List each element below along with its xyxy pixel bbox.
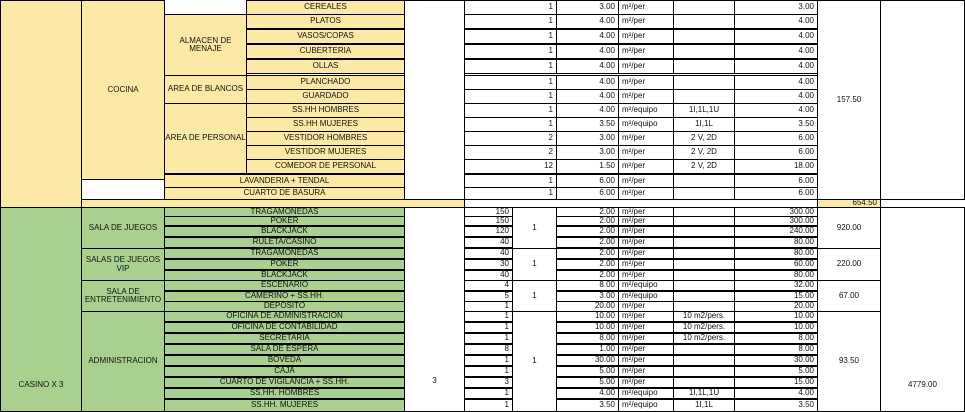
room-area: 3.00 [734,0,818,15]
room-area: 10.00 [734,322,818,333]
room-unit: m²/per [618,89,674,104]
room-index: 4.00 [556,388,619,399]
room-note: 2 V, 2D [673,159,735,174]
room-area: 4.00 [734,29,818,44]
room-name: POKER [164,216,405,226]
room-index: 20.00 [556,301,619,312]
group-vip-label: SALAS DE JUEGOS VIP [81,248,165,281]
room-index: 2.00 [556,259,619,270]
room-note [673,29,735,44]
room-area: 80.00 [734,270,818,281]
room-area: 5.00 [734,366,818,377]
room-unit: m²/per [618,0,674,15]
room-area: 300.00 [734,207,818,217]
area-cell [0,0,82,208]
room-qty: 8 [464,344,513,355]
room-note: 1I,1L,1U [673,388,735,399]
room-index: 4.00 [556,103,619,118]
room-area: 18.00 [734,159,818,174]
room-index: 2.00 [556,237,619,248]
group-administracion-label: ADMINISTRACION [81,311,165,412]
room-area: 8.00 [734,333,818,344]
room-qty: 30 [464,259,513,270]
room-unit: m²/per [618,322,674,333]
room-name: VASOS/COPAS [246,29,405,44]
room-qty: 1 [464,355,513,366]
grand-total: 4779.00 [880,207,965,412]
room-note: 10 m2/pers. [673,322,735,333]
room-name: SS.HH HOMBRES [246,103,405,118]
room-name: GUARDADO [246,89,405,104]
room-name: BLACKJACK [164,226,405,237]
room-unit: m²/per [618,29,674,44]
room-unit: m²/per [618,377,674,388]
room-unit: m²/per [618,237,674,248]
room-index: 4.00 [556,44,619,59]
room-area: 4.00 [734,89,818,104]
room-note: 2 V, 2D [673,145,735,160]
room-unit: m²/per [618,44,674,59]
room-qty: 1 [464,366,513,377]
room-index: 2.00 [556,216,619,226]
room-name: TRAGAMONEDAS [164,207,405,217]
room-name: VESTIDOR MUJERES [246,145,405,160]
room-name: LAVANDERIA + TENDAL [164,174,405,189]
room-name: ESCENARIO [164,280,405,291]
room-note [673,366,735,377]
room-qty: 3 [464,377,513,388]
room-note [673,259,735,270]
room-name: BLACKJACK [164,270,405,281]
room-unit: m²/per [618,145,674,160]
room-note: 1I,1L,1U [673,103,735,118]
group-almacen-label: ALMACEN DE MENAJE [164,14,247,76]
room-note [673,187,735,200]
room-unit: m²/equipo [618,103,674,118]
room-note [673,226,735,237]
group-entretenimiento-label: SALA DE ENTRETENIMIENTO [81,280,165,312]
room-area: 4.00 [734,44,818,59]
room-note [673,355,735,366]
casino-label-cell [0,207,82,412]
room-index: 10.00 [556,311,619,322]
mult-administracion: 1 [512,311,557,412]
room-qty: 40 [464,248,513,259]
room-area: 15.00 [734,377,818,388]
room-qty: 2 [464,131,557,146]
room-name: CEREALES [246,0,405,15]
room-unit: m²/per [618,216,674,226]
room-unit: m²/per [618,207,674,217]
cocina-right-blank [880,0,965,200]
room-area: 6.00 [734,174,818,189]
room-index: 2.00 [556,226,619,237]
room-name: RULETA/CASINO [164,237,405,248]
room-note: 2 V, 2D [673,131,735,146]
room-index: 3.00 [556,145,619,160]
room-note [673,14,735,29]
room-unit: m²/equipo [618,291,674,302]
mult-sala-juegos: 1 [512,207,557,249]
room-index: 3.00 [556,131,619,146]
room-name: CUBERTERIA [246,44,405,59]
mult-vip: 1 [512,248,557,281]
room-unit: m²/equipo [618,388,674,399]
room-unit: m²/per [618,187,674,200]
room-unit: m²/equipo [618,280,674,291]
room-unit: m²/per [618,248,674,259]
mult-entretenimiento: 1 [512,280,557,312]
room-unit: m²/per [618,226,674,237]
room-unit: m²/per [618,75,674,90]
room-name: CUARTO DE BASURA [164,187,405,200]
room-qty: 1 [464,75,557,90]
room-qty: 1 [464,174,557,189]
cocina-label: COCINA [81,0,165,180]
room-index: 2.00 [556,270,619,281]
room-area: 10.00 [734,311,818,322]
room-name: CAMERINO + SS.HH. [164,291,405,302]
room-qty: 5 [464,291,513,302]
room-name: CAJA [164,366,405,377]
room-qty: 1 [464,117,557,132]
room-unit: m²/per [618,366,674,377]
room-unit: m²/per [618,159,674,174]
room-area: 3.50 [734,117,818,132]
room-name: OFICINA DE CONTABILIDAD [164,322,405,333]
room-note [673,44,735,59]
room-qty: 40 [464,237,513,248]
cocina-total: 157.50 [817,0,881,200]
room-unit: m²/per [618,174,674,189]
room-qty: 120 [464,226,513,237]
room-area: 6.00 [734,131,818,146]
room-qty: 40 [464,270,513,281]
room-index: 4.00 [556,89,619,104]
room-unit: m²/per [618,301,674,312]
room-name: SALA DE ESPERA [164,344,405,355]
casino-label: CASINO X 3 [18,379,64,389]
room-qty: 1 [464,388,513,399]
cocina-blank-col [404,0,465,200]
total-entretenimiento: 67.00 [817,280,881,312]
group-blancos-label: AREA DE BLANCOS [164,75,247,104]
room-note: 10 m2/pers. [673,311,735,322]
room-note [673,89,735,104]
room-qty: 150 [464,207,513,217]
room-qty: 1 [464,187,557,200]
room-area: 15.00 [734,291,818,302]
room-index: 6.00 [556,187,619,200]
room-index: 4.00 [556,59,619,74]
room-index: 1.50 [556,159,619,174]
room-index: 3.50 [556,117,619,132]
room-area: 20.00 [734,301,818,312]
room-index: 6.00 [556,174,619,189]
room-qty: 1 [464,333,513,344]
total-vip: 220.00 [817,248,881,281]
room-qty: 1 [464,59,557,74]
room-name: SS.HH MUJERES [246,117,405,132]
room-index: 4.00 [556,29,619,44]
room-unit: m²/per [618,344,674,355]
room-qty: 1 [464,29,557,44]
room-note: 1I,1L [673,399,735,412]
room-index: 30.00 [556,355,619,366]
room-area: 6.00 [734,145,818,160]
room-name: CUARTO DE VIGILANCIA + SS.HH. [164,377,405,388]
room-unit: m²/per [618,14,674,29]
room-unit: m²/per [618,270,674,281]
room-unit: m²/per [618,333,674,344]
room-index: 3.50 [556,399,619,412]
room-qty: 1 [464,0,557,15]
room-index: 3.00 [556,0,619,15]
room-note [673,59,735,74]
room-index: 2.00 [556,207,619,217]
room-qty: 12 [464,159,557,174]
room-unit: m²/per [618,311,674,322]
room-index: 5.00 [556,366,619,377]
room-unit: m²/per [618,59,674,74]
room-index: 5.00 [556,377,619,388]
room-name: SS.HH. MUJERES [164,399,405,412]
room-note [673,75,735,90]
room-area: 4.00 [734,75,818,90]
room-qty: 1 [464,322,513,333]
room-unit: m²/per [618,259,674,270]
room-qty: 1 [464,14,557,29]
room-qty: 1 [464,89,557,104]
room-note [673,344,735,355]
room-unit: m²/per [618,355,674,366]
room-note: 10 m2/pers. [673,333,735,344]
section-total: 654.50 [817,199,881,208]
group-sala-juegos-label: SALA DE JUEGOS [81,207,165,249]
room-name: SS.HH. HOMBRES [164,388,405,399]
room-note [673,237,735,248]
room-area: 4.00 [734,59,818,74]
room-name: BOVEDA [164,355,405,366]
room-name: VESTIDOR HOMBRES [246,131,405,146]
room-unit: m²/equipo [618,399,674,412]
room-index: 4.00 [556,75,619,90]
total-administracion: 93.50 [817,311,881,412]
room-name: PLATOS [246,14,405,29]
room-area: 80.00 [734,248,818,259]
room-note [673,377,735,388]
room-name: DEPOSITO [164,301,405,312]
room-note [673,0,735,15]
room-area: 8.00 [734,344,818,355]
room-area: 3.50 [734,399,818,412]
room-name: OLLAS [246,59,405,74]
room-unit: m²/equipo [618,117,674,132]
room-area: 30.00 [734,355,818,366]
room-area: 60.00 [734,259,818,270]
room-area: 240.00 [734,226,818,237]
room-name: COMEDOR DE PERSONAL [246,159,405,174]
room-name: POKER [164,259,405,270]
room-index: 8.00 [556,333,619,344]
room-area: 32.00 [734,280,818,291]
group-personal-label: AREA DE PERSONAL [164,103,247,174]
room-qty: 1 [464,44,557,59]
room-name: OFICINA DE ADMINISTRACION [164,311,405,322]
room-area: 300.00 [734,216,818,226]
room-index: 1.00 [556,344,619,355]
casino-count: 3 [404,207,465,412]
room-note [673,248,735,259]
room-qty: 150 [464,216,513,226]
room-area: 4.00 [734,388,818,399]
room-area: 4.00 [734,103,818,118]
room-qty: 1 [464,301,513,312]
room-name: TRAGAMONEDAS [164,248,405,259]
room-unit: m²/per [618,131,674,146]
room-index: 3.00 [556,291,619,302]
room-name: SECRETARIA [164,333,405,344]
room-note [673,280,735,291]
room-index: 2.00 [556,248,619,259]
room-name: PLANCHADO [246,75,405,90]
room-qty: 1 [464,399,513,412]
room-qty: 4 [464,280,513,291]
room-area: 80.00 [734,237,818,248]
room-qty: 2 [464,145,557,160]
room-note [673,216,735,226]
room-index: 4.00 [556,14,619,29]
total-sala-juegos: 920.00 [817,207,881,249]
room-area: 4.00 [734,14,818,29]
room-area: 6.00 [734,187,818,200]
room-qty: 1 [464,311,513,322]
room-index: 8.00 [556,280,619,291]
room-note: 1I,1L [673,117,735,132]
room-qty: 1 [464,103,557,118]
room-index: 10.00 [556,322,619,333]
